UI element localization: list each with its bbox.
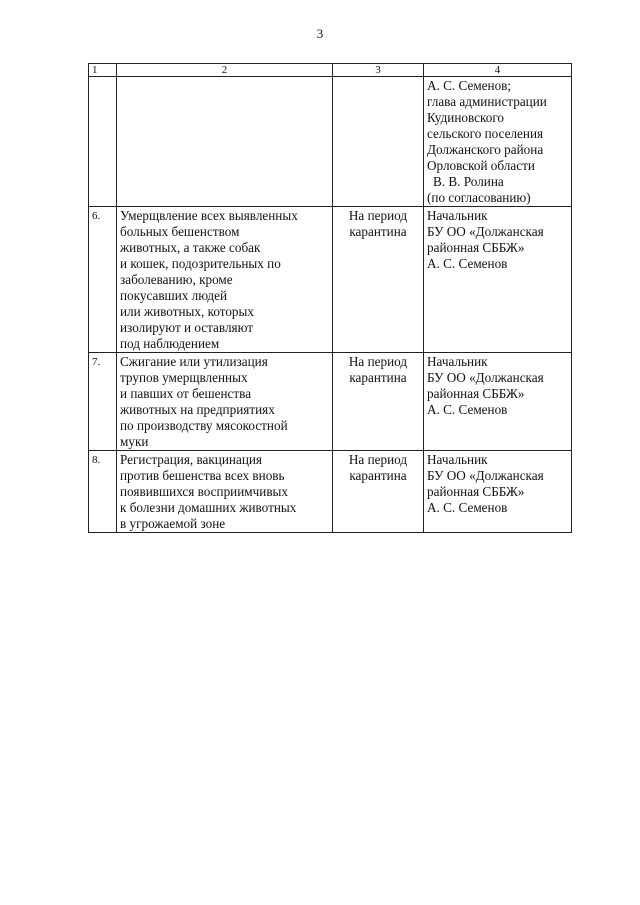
term-line: На период — [348, 208, 408, 223]
responsible-line: А. С. Семенов — [427, 256, 508, 271]
activity-line: Умерщвление всех выявленных — [120, 208, 298, 223]
responsible-line: Начальник — [427, 354, 488, 369]
page-number: 3 — [316, 26, 324, 41]
activity-line: изолируют и оставляют — [120, 320, 254, 335]
term-cell — [333, 77, 424, 207]
activity-line: и кошек, подозрительных по — [120, 256, 281, 271]
row-number-cell: 6. — [89, 207, 117, 353]
responsible-line: глава администрации — [427, 94, 547, 109]
activity-line: Регистрация, вакцинация — [120, 452, 262, 467]
activity-line: к болезни домашних животных — [120, 500, 297, 515]
responsible-line: Орловской области — [427, 158, 535, 173]
activity-line: появившихся восприимчивых — [120, 484, 289, 499]
table-row-continuation — [89, 77, 572, 207]
term-cell — [333, 451, 424, 533]
term-cell — [333, 353, 424, 451]
responsible-line: районная СББЖ» — [427, 386, 525, 401]
responsible-cell — [424, 207, 572, 353]
responsible-line: Кудиновского — [427, 110, 504, 125]
responsible-line: В. В. Ролина — [433, 174, 504, 189]
responsible-line: А. С. Семенов; — [427, 78, 512, 93]
row-number-cell: 7. — [89, 353, 117, 451]
responsible-line: БУ ОО «Должанская — [427, 370, 544, 385]
activity-cell — [117, 207, 333, 353]
term-line: карантина — [349, 224, 407, 239]
activity-line: животных, а также собак — [120, 240, 261, 255]
column-header-4: 4 — [424, 64, 572, 77]
responsible-line: Начальник — [427, 208, 488, 223]
table-row — [89, 451, 572, 533]
responsible-line: Начальник — [427, 452, 488, 467]
activity-cell — [117, 353, 333, 451]
term-line: На период — [348, 354, 408, 369]
responsible-line: БУ ОО «Должанская — [427, 468, 544, 483]
activity-line: или животных, которых — [120, 304, 254, 319]
responsible-line: районная СББЖ» — [427, 240, 525, 255]
responsible-line: районная СББЖ» — [427, 484, 525, 499]
term-cell — [333, 207, 424, 353]
activity-line: муки — [120, 434, 149, 449]
responsible-line: А. С. Семенов — [427, 402, 508, 417]
activity-cell — [117, 77, 333, 207]
table-header-row — [89, 64, 572, 77]
activity-line: в угрожаемой зоне — [120, 516, 226, 531]
responsible-cell — [424, 353, 572, 451]
term-line: На период — [348, 452, 408, 467]
row-number-cell — [89, 77, 117, 207]
activity-line: животных на предприятиях — [120, 402, 275, 417]
table-row — [89, 207, 572, 353]
activity-line: по производству мясокостной — [120, 418, 288, 433]
activity-line: заболеванию, кроме — [120, 272, 233, 287]
column-header-1: 1 — [89, 64, 117, 77]
responsible-cell — [424, 77, 572, 207]
activity-line: покусавших людей — [120, 288, 228, 303]
term-line: карантина — [349, 370, 407, 385]
responsible-cell — [424, 451, 572, 533]
activity-line: против бешенства всех вновь — [120, 468, 285, 483]
column-header-3: 3 — [333, 64, 424, 77]
responsible-line: (по согласованию) — [427, 190, 531, 205]
activity-line: и павших от бешенства — [120, 386, 252, 401]
responsible-line: А. С. Семенов — [427, 500, 508, 515]
responsible-line: БУ ОО «Должанская — [427, 224, 544, 239]
activity-line: под наблюдением — [120, 336, 220, 351]
activity-line: больных бешенством — [120, 224, 240, 239]
activity-line: Сжигание или утилизация — [120, 354, 268, 369]
activity-line: трупов умерщвленных — [120, 370, 248, 385]
column-header-2: 2 — [117, 64, 333, 77]
responsible-line: сельского поселения — [427, 126, 544, 141]
activity-cell — [117, 451, 333, 533]
row-number-cell: 8. — [89, 451, 117, 533]
measures-table — [88, 63, 572, 533]
term-line: карантина — [349, 468, 407, 483]
table-row — [89, 353, 572, 451]
responsible-line: Должанского района — [427, 142, 544, 157]
